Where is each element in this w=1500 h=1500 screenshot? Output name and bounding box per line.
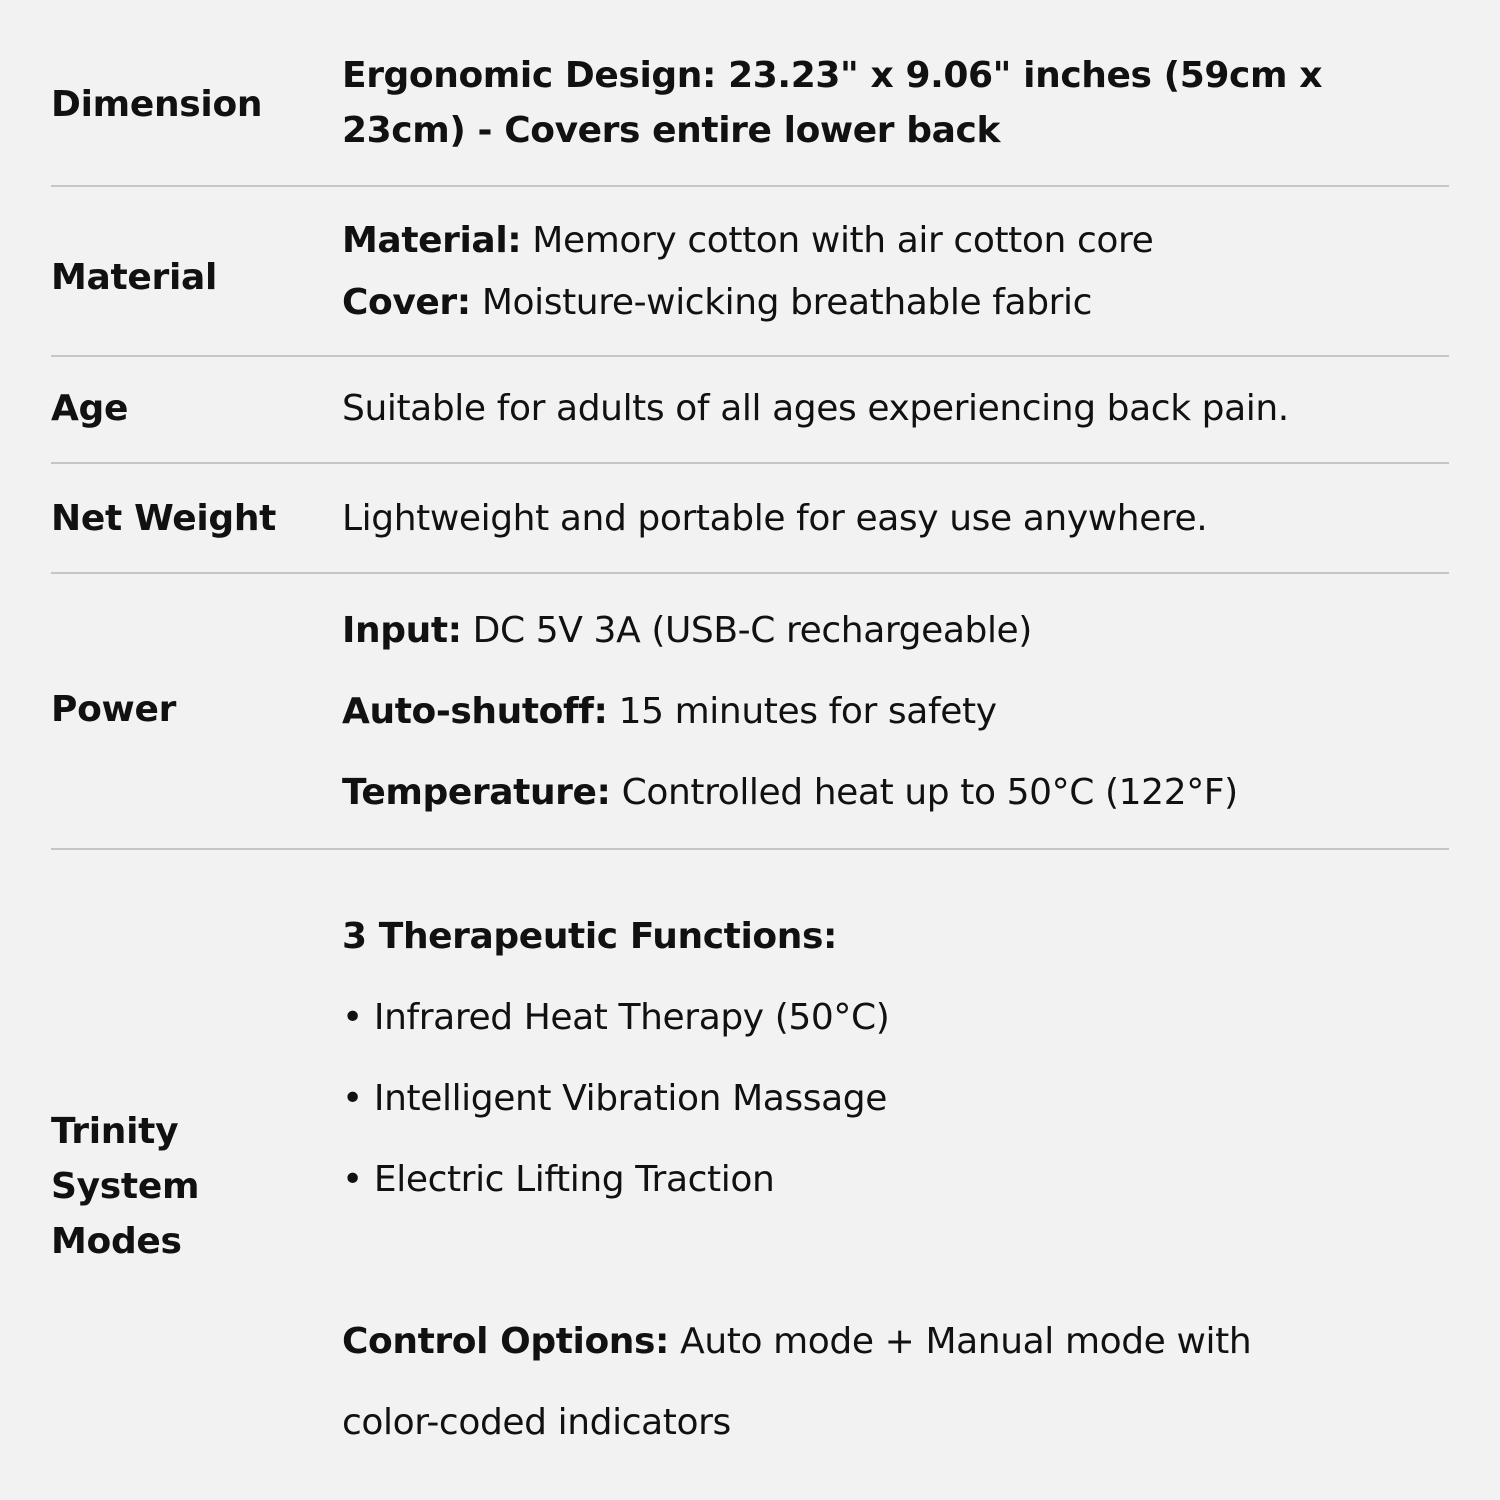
spec-label [51,1104,311,1269]
temperature-key: Temperature: [342,772,611,813]
functions-heading: 3 Therapeutic Functions: [342,916,837,957]
dimension-line-2: 23cm) - Covers entire lower back [342,110,1001,151]
control-key: Control Options: [342,1321,670,1362]
dimension-line-1: Ergonomic Design: 23.23" x 9.06" inches (59cm x [342,55,1323,96]
control-options-line-2: color-coded indicators [342,1402,731,1443]
spec-row-modes [51,896,1449,1456]
modes-label-line-3: Modes [51,1221,182,1262]
material-line [342,210,1447,272]
spec-value [342,896,1447,1463]
spec-row-net-weight [51,491,1449,551]
spec-row-material [51,210,1449,335]
power-shutoff-line [342,671,1447,752]
shutoff-value: 15 minutes for safety [607,691,997,732]
cover-value: Moisture-wicking breathable fabric [470,282,1093,323]
control-value: Auto mode + Manual mode with [669,1321,1252,1362]
spec-label: Material [51,257,218,298]
temperature-value: Controlled heat up to 50°C (122°F) [610,772,1238,813]
spec-value [342,590,1447,833]
spec-row-dimension [51,48,1449,160]
divider [51,848,1449,850]
shutoff-key: Auto-shutoff: [342,691,608,732]
spec-label: Age [51,388,129,429]
spec-row-age [51,381,1449,441]
spec-label: Net Weight [51,498,277,539]
divider [51,572,1449,574]
power-temperature-line [342,752,1447,833]
divider [51,355,1449,357]
cover-key: Cover: [342,282,471,323]
input-value: DC 5V 3A (USB-C rechargeable) [461,610,1032,651]
material-key: Material: [342,220,522,261]
spacer [342,1220,1447,1301]
spec-value: Suitable for adults of all ages experiencing back pain. [342,388,1289,429]
spec-row-power [51,590,1449,830]
spec-value: Lightweight and portable for easy use anywhere. [342,498,1208,539]
input-key: Input: [342,610,462,651]
cover-line [342,272,1447,334]
divider [51,185,1449,187]
spec-label: Power [51,689,177,730]
function-item: • Intelligent Vibration Massage [342,1078,888,1119]
power-input-line [342,590,1447,671]
divider [51,462,1449,464]
function-item: • Electric Lifting Traction [342,1159,775,1200]
spec-value [342,210,1447,334]
control-options-line [342,1301,1447,1382]
modes-label-line-2: System [51,1166,200,1207]
material-value: Memory cotton with air cotton core [521,220,1154,261]
function-item: • Infrared Heat Therapy (50°C) [342,997,890,1038]
modes-label-line-1: Trinity [51,1111,179,1152]
spec-label: Dimension [51,84,263,125]
spec-value [342,48,1447,158]
